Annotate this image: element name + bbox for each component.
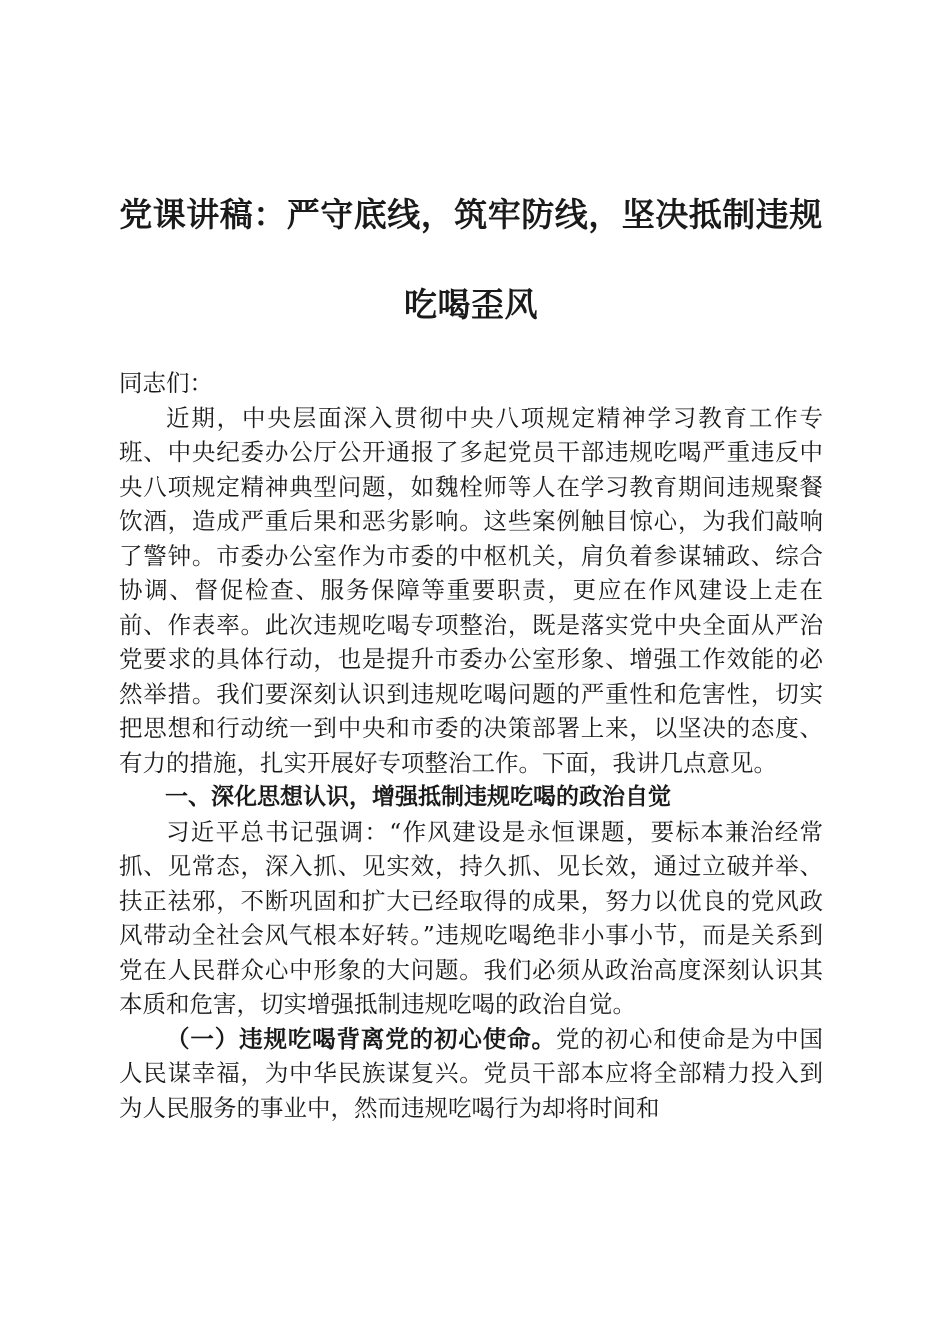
section-1-paragraph: 习近平总书记强调：“作风建设是永恒课题，要标本兼治经常抓、见常态，深入抓、见实效，持久抓、见长效，通过立破并举、扶正祛邪，不断巩固和扩大已经取得的成果，努力以优良的党风政风带动全社会风气根本好转。”违规吃喝绝非小事小节，而是关系到党在人民群众心中形象的大问题。我们必须从政治高度深刻认识其本质和危害，切实增强抵制违规吃喝的政治自觉。 bbox=[119, 817, 823, 1018]
section-heading-1: 一、深化思想认识，增强抵制违规吃喝的政治自觉 bbox=[165, 784, 671, 810]
intro-paragraph: 近期，中央层面深入贯彻中央八项规定精神学习教育工作专班、中央纪委办公厅公开通报了多起党员干部违规吃喝严重违反中央八项规定精神典型问题，如魏栓师等人在学习教育期间违规聚餐饮酒，造成严重后果和恶劣影响。这些案例触目惊心，为我们敲响了警钟。市委办公室作为市委的中枢机关，肩负着参谋辅政、综合协调、督促检查、服务保障等重要职责，更应在作风建设上走在前、作表率。此次违规吃喝专项整治，既是落实党中央全面从严治党要求的具体行动，也是提升市委办公室形象、增强工作效能的必然举措。我们要深刻认识到违规吃喝问题的严重性和危害性，切实把思想和行动统一到中央和市委的决策部署上来，以坚决的态度、有力的措施，扎实开展好专项整治工作。下面，我讲几点意见。 bbox=[119, 403, 823, 777]
salutation: 同志们： bbox=[119, 369, 213, 397]
subsection-1-lead: （一）违规吃喝背离党的初心使命。 bbox=[166, 1024, 556, 1053]
document-title: 党课讲稿：严守底线，筑牢防线，坚决抵制违规吃喝歪风 bbox=[119, 195, 823, 324]
document-body bbox=[119, 366, 823, 1125]
subsection-1-text: 党的初心和使命是为中国人民谋幸福，为中华民族谋复兴。党员干部本应将全部精力投入到为人民服务的事业中，然而违规吃喝行为却将时间和 bbox=[119, 1024, 824, 1122]
document-page bbox=[119, 0, 823, 1344]
subsection-1-paragraph bbox=[119, 1022, 823, 1126]
